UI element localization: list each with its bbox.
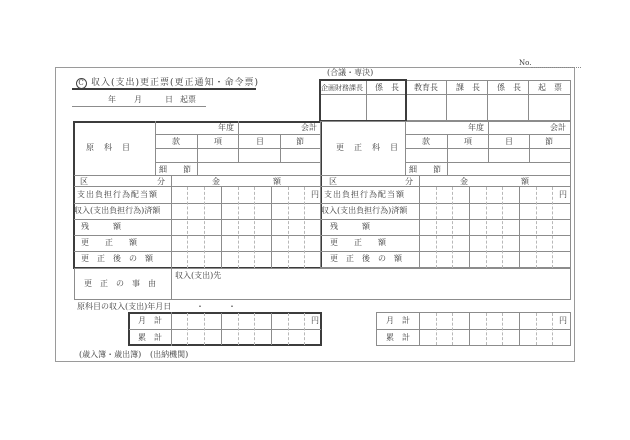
footer-ledger-label: (歳入簿・歳出簿) [79,350,142,359]
left-subject-label: 原 科 目 [86,143,131,152]
right-kou-field[interactable] [448,149,487,161]
approval-col-section-chief: 課 長 [456,83,480,92]
left-header-kan: 款 [172,137,180,146]
right-cumulative-label: 累 計 [386,333,410,342]
right-year-label: 年度 [468,123,484,132]
stamp-subchief-2[interactable] [488,95,527,120]
form-number [519,58,581,68]
original-date-dots: ・ ・ [196,302,236,311]
form-number-label: No. [519,59,532,67]
left-row-correction: 更 正 額 [81,238,137,247]
left-kou-field[interactable] [198,149,237,161]
left-yen-unit: 円 [311,190,319,199]
title-underline [72,88,256,90]
approval-col-issuer: 起 票 [538,83,562,92]
right-division-label: 区 [329,177,337,186]
right-header-moku: 目 [505,137,513,146]
right-header-kou: 項 [464,137,472,146]
right-row-balance: 残 額 [330,222,370,231]
right-totals-fields[interactable] [420,313,570,345]
date-issued-label: 起票 [180,95,196,104]
stamp-issuer[interactable] [529,95,570,120]
left-year-divider [238,121,239,134]
circle-c-icon: C [76,78,87,89]
right-setsu-field[interactable] [530,149,570,161]
right-amount-label: 金 [460,177,468,186]
left-division-label: 区 [80,177,88,186]
left-detail-field[interactable] [198,163,320,174]
right-amount-fields[interactable] [420,187,570,267]
stamp-superintendent[interactable] [406,95,445,120]
left-account-label: 会計 [301,123,317,132]
left-moku-field[interactable] [239,149,279,161]
right-row-after: 更 正 後 の 額 [330,254,402,263]
original-date-label: 原科目の収入(支出)年月日 [77,302,172,311]
left-monthly-label: 月 計 [138,316,162,325]
stamp-subchief-1[interactable] [367,95,404,120]
date-underline [72,106,206,107]
approval-col-subchief-2: 係 長 [497,83,521,92]
left-year-field[interactable] [157,122,215,133]
right-detail-field[interactable] [448,163,570,174]
right-subject-label: 更 正 科 目 [336,143,399,152]
left-header-kou: 項 [214,137,222,146]
left-row-balance: 残 額 [81,222,121,231]
right-account-label: 会計 [550,123,566,132]
left-amount-label: 金 [212,177,220,186]
date-day-label: 日 [165,95,173,104]
reason-field[interactable] [172,282,570,299]
approval-col-superintendent: 教育長 [414,83,438,92]
right-kan-field[interactable] [406,149,446,161]
date-year-label: 年 [108,95,116,104]
right-account-field[interactable] [490,122,548,133]
right-row-executed: 収入(支出負担行為)済額 [321,206,408,215]
left-kan-field[interactable] [156,149,196,161]
approval-col-subchief-1: 係 長 [375,83,399,92]
approval-col-finance-chief: 企画財務課長 [321,84,363,92]
right-header-kan: 款 [422,137,430,146]
right-division-label-2: 分 [405,177,413,186]
payee-label: 収入(支出)先 [175,271,222,280]
left-header-moku: 目 [256,137,264,146]
right-totals-yen: 円 [559,316,567,325]
right-row-allocation: 支出負担行為配当額 [324,190,405,199]
left-totals-yen: 円 [311,316,319,325]
left-row-after: 更 正 後 の 額 [81,254,153,263]
left-cumulative-label: 累 計 [138,333,162,342]
form-title-text: 収入(支出)更正票(更正通知・命令票) [91,78,260,88]
stamp-finance-chief[interactable] [321,95,365,120]
form-number-field[interactable] [531,59,581,68]
left-setsu-field[interactable] [281,149,320,161]
left-amount-label-2: 額 [273,177,281,186]
right-year-field[interactable] [407,122,465,133]
right-row-correction: 更 正 額 [330,238,386,247]
right-moku-field[interactable] [489,149,528,161]
left-division-label-2: 分 [157,177,165,186]
approval-caption: (合議・専決) [327,68,374,77]
left-row-allocation: 支出負担行為配当額 [77,190,158,199]
stamp-section-chief[interactable] [447,95,486,120]
right-detail-label: 細 節 [409,165,445,174]
left-detail-label: 細 節 [159,165,195,174]
date-month-label: 月 [134,95,142,104]
right-header-setsu: 節 [545,137,553,146]
right-year-divider [488,121,489,134]
left-amount-fields[interactable] [172,187,320,267]
left-year-label: 年度 [218,123,234,132]
right-yen-unit: 円 [559,190,567,199]
reason-label: 更 正 の 事 由 [84,279,156,288]
right-amount-label-2: 額 [521,177,529,186]
right-monthly-label: 月 計 [386,316,410,325]
right-row-line [320,175,571,176]
left-row-executed: 収入(支出負担行為)済額 [74,206,161,215]
footer-office-label: (出納機関) [150,350,189,359]
left-row-line [74,175,321,176]
left-header-setsu: 節 [296,137,304,146]
left-account-field[interactable] [240,122,298,133]
left-totals-fields[interactable] [172,313,320,345]
